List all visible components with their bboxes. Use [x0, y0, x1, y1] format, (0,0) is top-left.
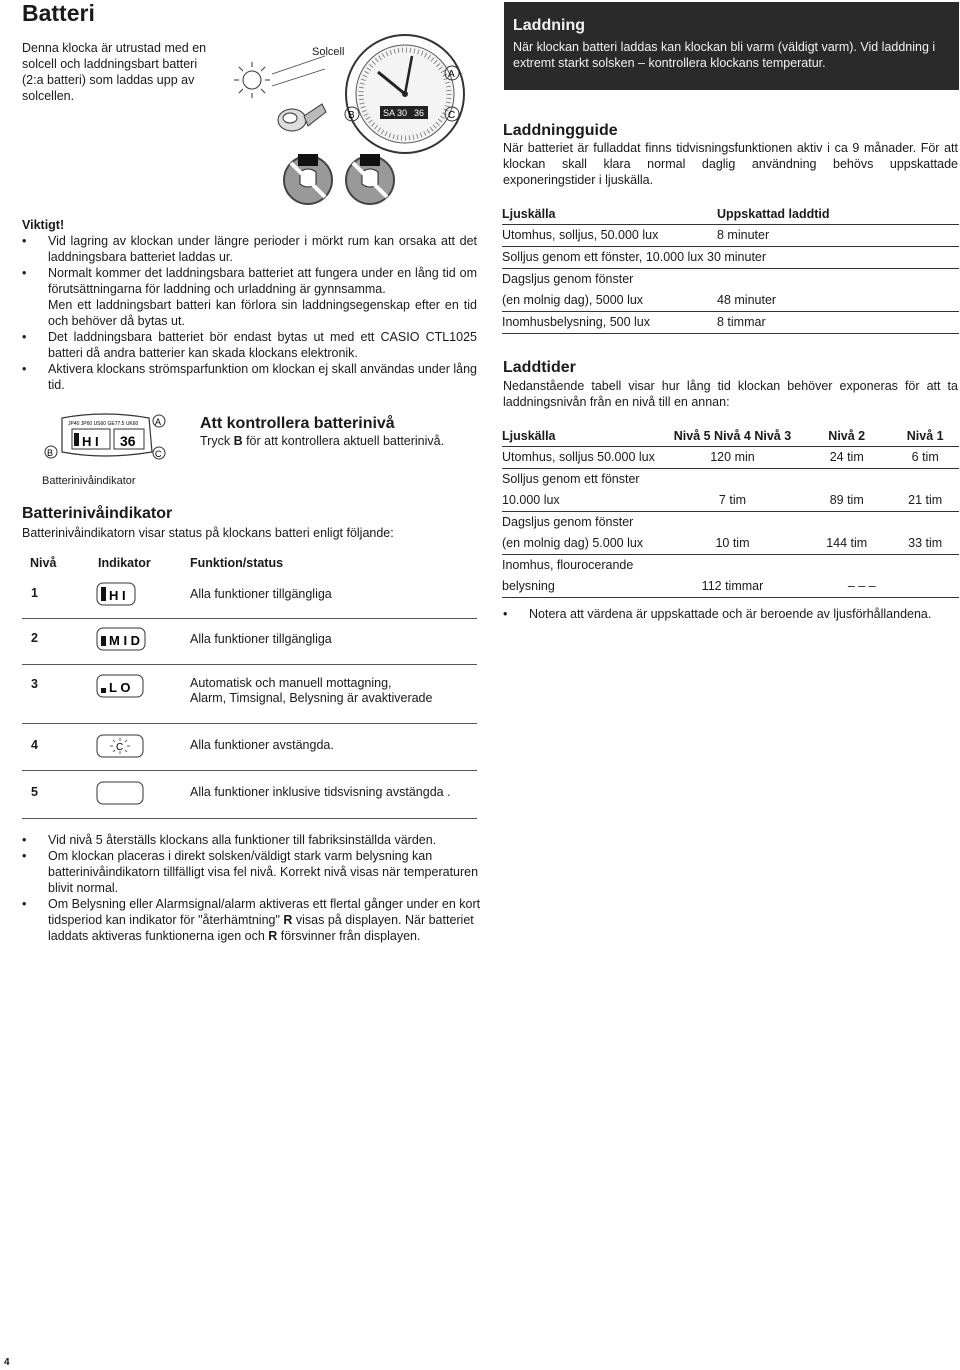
solar-cell-icon — [278, 104, 326, 131]
level-number: 1 — [31, 586, 38, 600]
table-cell: 112 timmar — [663, 576, 802, 598]
bullet-item: • Normalt kommer det laddningsbara batteriet att fungera under en lång tid om förutsättningarna för laddning och urladdning är gynnsamma. — [22, 265, 477, 297]
table-cell: 21 tim — [891, 490, 959, 512]
charging-box — [504, 2, 959, 90]
table-cell: – – – — [802, 576, 891, 598]
indicator-text: Batterinivåindikatorn visar status på klockans batteri enligt följande: — [22, 526, 394, 540]
guide-text: När batteriet är fulladdat finns tidvisningsfunktionen aktiv i ca 9 månader. För att klockan skall klara normal daglig användning behövs uppskattade exponeringstider i ljuskälla. — [503, 141, 958, 187]
table-header: Nivå 5 Nivå 4 Nivå 3 — [663, 426, 802, 447]
table-cell: 6 tim — [891, 447, 959, 469]
table-row — [502, 247, 959, 269]
svg-text:36: 36 — [414, 108, 425, 118]
solcell-label: Solcell — [312, 46, 345, 58]
table-cell: Utomhus, solljus 50.000 lux — [502, 447, 663, 469]
check-text: Tryck B för att kontrollera aktuell batterinivå. — [200, 434, 445, 448]
table-header: Nivå 1 — [891, 426, 959, 447]
table-row — [502, 290, 959, 312]
level-function: Alarm, Timsignal, Belysning är avaktiverade — [190, 691, 433, 705]
level-number: 3 — [31, 677, 38, 691]
table-row — [502, 312, 959, 334]
svg-text:36: 36 — [120, 433, 136, 449]
table-cell: Inomhus, flourocerande — [502, 558, 634, 572]
table-cell: 33 tim — [891, 533, 959, 555]
table-cell: Solljus genom ett fönster — [502, 472, 640, 486]
col-header-function: Funktion/status — [190, 556, 284, 570]
table-cell: belysning — [502, 576, 663, 598]
table-row — [502, 555, 959, 577]
table-cell: Inomhusbelysning, 500 lux — [502, 312, 717, 334]
table-row — [502, 225, 959, 247]
svg-text:A: A — [448, 69, 455, 80]
table-cell: Solljus genom ett fönster, 10.000 lux 30 minuter — [502, 247, 959, 269]
charge-time-table — [502, 204, 959, 334]
table-cell: 24 tim — [802, 447, 891, 469]
bullet-item: • Vid nivå 5 återställs klockans alla funktioner till fabriksinställda värden. — [22, 832, 482, 848]
table-cell: 7 tim — [663, 490, 802, 512]
guide-heading: Laddningguide — [503, 122, 618, 139]
table-cell: 8 minuter — [717, 225, 959, 247]
bullet-item: • Det laddningsbara batteriet bör endast bytas ut med ett CASIO CTL1025 batteri då andra batterier kan skada klockans elektronik. — [22, 329, 477, 361]
solar-watch-diagram — [230, 34, 502, 206]
battery-hi-icon — [96, 582, 136, 606]
battery-indicator-label: Batterinivåindikator — [42, 475, 136, 487]
battery-mid-icon — [96, 627, 146, 651]
bullet-item: • Om Belysning eller Alarmsignal/alarm aktiveras ett flertal gånger under en kort tidsperiod kan indikator för "återhämtning" R visas på displayen. När batteriet laddats aktiveras funktionerna igen och R försvinner från displayen. — [22, 896, 482, 944]
table-cell: (en molnig dag), 5000 lux — [502, 290, 717, 312]
page-title: Batteri — [22, 0, 95, 26]
table-cell: 89 tim — [802, 490, 891, 512]
divider — [22, 664, 477, 665]
level-function: Alla funktioner avstängda. — [190, 738, 334, 752]
laddtider-heading: Laddtider — [503, 359, 576, 376]
svg-text:SA 30: SA 30 — [383, 108, 408, 118]
check-heading: Att kontrollera batterinivå — [200, 415, 395, 432]
intro-text: Denna klocka är utrustad med en solcell och laddningsbart batteri (2:a batteri) som laddas upp av solcellen. — [22, 41, 207, 103]
battery-lo-icon — [96, 674, 144, 698]
table-header: Ljuskälla — [502, 204, 717, 225]
svg-text:M I D: M I D — [109, 633, 141, 648]
laddtider-text: Nedanstående tabell visar hur lång tid klockan behöver exponeras för att ta laddningsnivån från en nivå till en annan: — [503, 379, 958, 409]
level-number: 5 — [31, 785, 38, 799]
level-function: Alla funktioner inklusive tidsvisning avstängda . — [190, 785, 451, 799]
col-header-indicator: Indikator — [98, 556, 151, 570]
level-number: 2 — [31, 631, 38, 645]
svg-text:H I: H I — [109, 588, 126, 603]
battery-charge-icon — [96, 734, 144, 758]
table-row — [502, 533, 959, 555]
battery-display-diagram — [44, 412, 179, 468]
svg-text:C: C — [116, 742, 124, 753]
svg-text:L O: L O — [109, 680, 131, 695]
important-extra: Men ett laddningsbart batteri kan förlora sin laddningsegenskap efter en tid och behöver då bytas ut. — [48, 298, 477, 328]
level-time-table — [502, 426, 959, 598]
charging-heading: Laddning — [513, 17, 585, 34]
level-function: Alla funktioner tillgängliga — [190, 632, 332, 646]
table-cell: Dagsljus genom fönster — [502, 515, 634, 529]
important-section — [22, 217, 477, 393]
divider — [22, 618, 477, 619]
important-heading: Viktigt! — [22, 218, 65, 232]
svg-text:B: B — [348, 110, 355, 121]
table-cell: 144 tim — [802, 533, 891, 555]
level-function: Alla funktioner tillgängliga — [190, 587, 332, 601]
bullet-item: • Aktivera klockans strömsparfunktion om klockan ej skall användas under lång tid. — [22, 361, 477, 393]
level-number: 4 — [31, 738, 38, 752]
table-cell: Utomhus, solljus, 50.000 lux — [502, 225, 717, 247]
table-row — [502, 269, 959, 291]
col-header-level: Nivå — [30, 556, 57, 570]
table-row — [502, 576, 959, 598]
table-cell: Dagsljus genom fönster — [502, 272, 634, 286]
charging-text: När klockan batteri laddas kan klockan bli varm (väldigt varm). Vid laddning i extremt starkt solsken – kontrollera klockans temperatur. — [513, 40, 936, 70]
divider — [22, 818, 477, 819]
svg-text:C: C — [155, 449, 162, 459]
battery-empty-icon — [96, 781, 144, 805]
divider — [22, 770, 477, 771]
divider — [22, 723, 477, 724]
svg-text:C: C — [448, 110, 456, 121]
table-cell: (en molnig dag) 5.000 lux — [502, 533, 663, 555]
page-number: 4 — [4, 1357, 10, 1368]
table-cell: 10.000 lux — [502, 490, 663, 512]
table-cell: 10 tim — [663, 533, 802, 555]
table-row — [502, 469, 959, 491]
table-row — [502, 512, 959, 534]
svg-text:H I: H I — [82, 434, 99, 449]
bullet-item: • Om klockan placeras i direkt solsken/väldigt stark varm belysning kan batterinivåindikatorn tillfälligt visa fel nivå. Korrekt nivå visas när temperaturen blivit normal. — [22, 848, 482, 896]
laddtider-note — [503, 607, 958, 622]
table-header: Uppskattad laddtid — [717, 204, 959, 225]
svg-text:JP40 JP60 US60 GE77.5 UK60: JP40 JP60 US60 GE77.5 UK60 — [68, 421, 139, 427]
sun-icon — [234, 62, 270, 98]
notes-list — [22, 832, 482, 944]
svg-text:B: B — [47, 448, 54, 458]
table-cell: 120 min — [663, 447, 802, 469]
no-cover-icon — [284, 154, 332, 204]
table-cell: 8 timmar — [717, 312, 959, 334]
indicator-heading: Batterinivåindikator — [22, 505, 173, 522]
table-header: Ljuskälla — [502, 426, 663, 447]
bullet-item: • Notera att värdena är uppskattade och är beroende av ljusförhållandena. — [503, 607, 958, 622]
table-cell: 48 minuter — [717, 290, 959, 312]
table-cell — [717, 269, 959, 291]
table-row — [502, 447, 959, 469]
table-row — [502, 490, 959, 512]
svg-text:A: A — [155, 417, 162, 427]
table-header: Nivå 2 — [802, 426, 891, 447]
watch-face-icon — [346, 35, 464, 153]
bullet-item: • Vid lagring av klockan under längre perioder i mörkt rum kan orsaka att det laddningsbara batteriet laddas ur. — [22, 233, 477, 265]
level-function: Automatisk och manuell mottagning, — [190, 676, 392, 690]
no-cover-icon — [346, 154, 394, 204]
